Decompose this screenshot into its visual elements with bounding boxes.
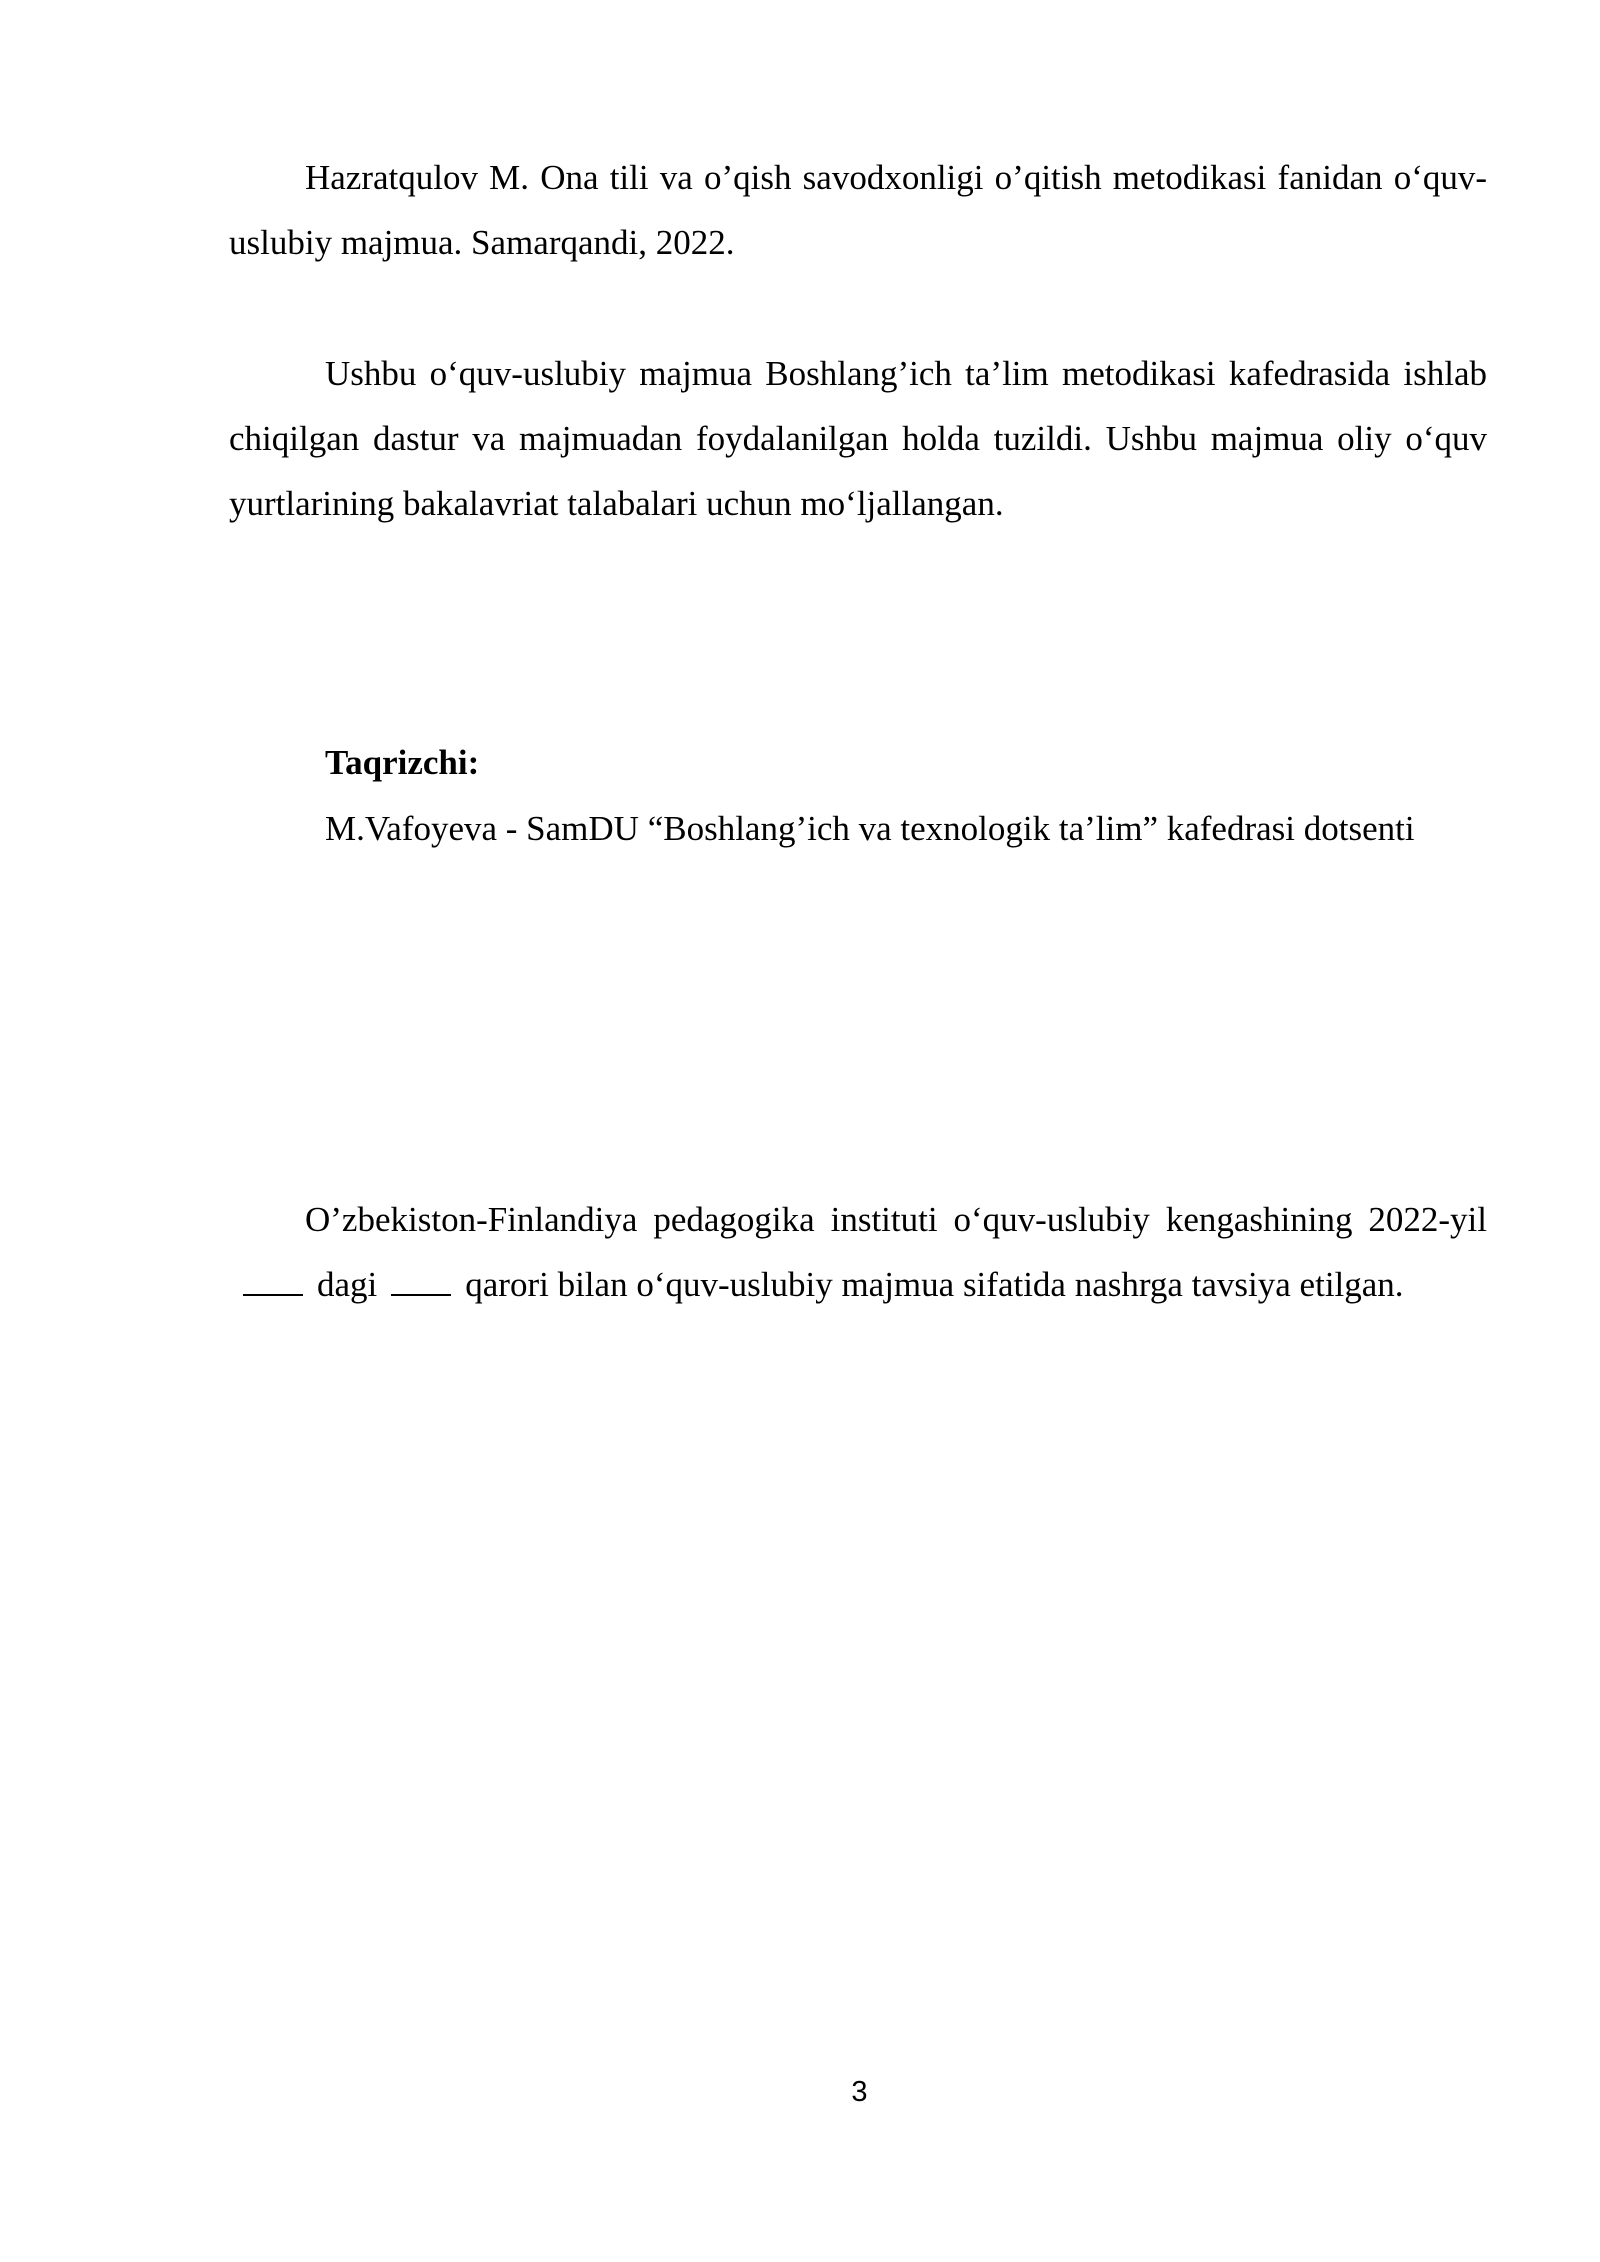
blank-line-number (391, 1264, 451, 1296)
description-paragraph: Ushbu o‘quv-uslubiy majmua Boshlang’ich ta’lim metodikasi kafedrasida ishlab chiqilgan dastur va majmuadan foydalanilgan holda tuzildi. Ushbu majmua oliy o‘quv yurtlarining bakalavriat talabalari uchun mo‘ljallangan. (229, 354, 1487, 523)
blank-line-day (243, 1264, 303, 1296)
approval-text-part3: qarori bilan o‘quv-uslubiy majmua sifatida nashrga tavsiya etilgan. (465, 1265, 1404, 1304)
approval-text-part2: dagi (317, 1265, 378, 1304)
approval-text-part1: O’zbekiston-Finlandiya pedagogika instituti o‘quv-uslubiy kengashining 2022-yil (305, 1200, 1487, 1239)
approval-paragraph (229, 1187, 1487, 1317)
reviewer-paragraph: M.Vafoyeva - SamDU “Boshlang’ich va texnologik ta’lim” kafedrasi dotsenti (325, 809, 1415, 848)
citation-paragraph: Hazratqulov M. Ona tili va o’qish savodxonligi o’qitish metodikasi fanidan o‘quv-uslubiy majmua. Samarqandi, 2022. (229, 158, 1487, 262)
reviewer-heading: Taqrizchi: (325, 743, 480, 782)
page-number: 3 (851, 2076, 868, 2108)
